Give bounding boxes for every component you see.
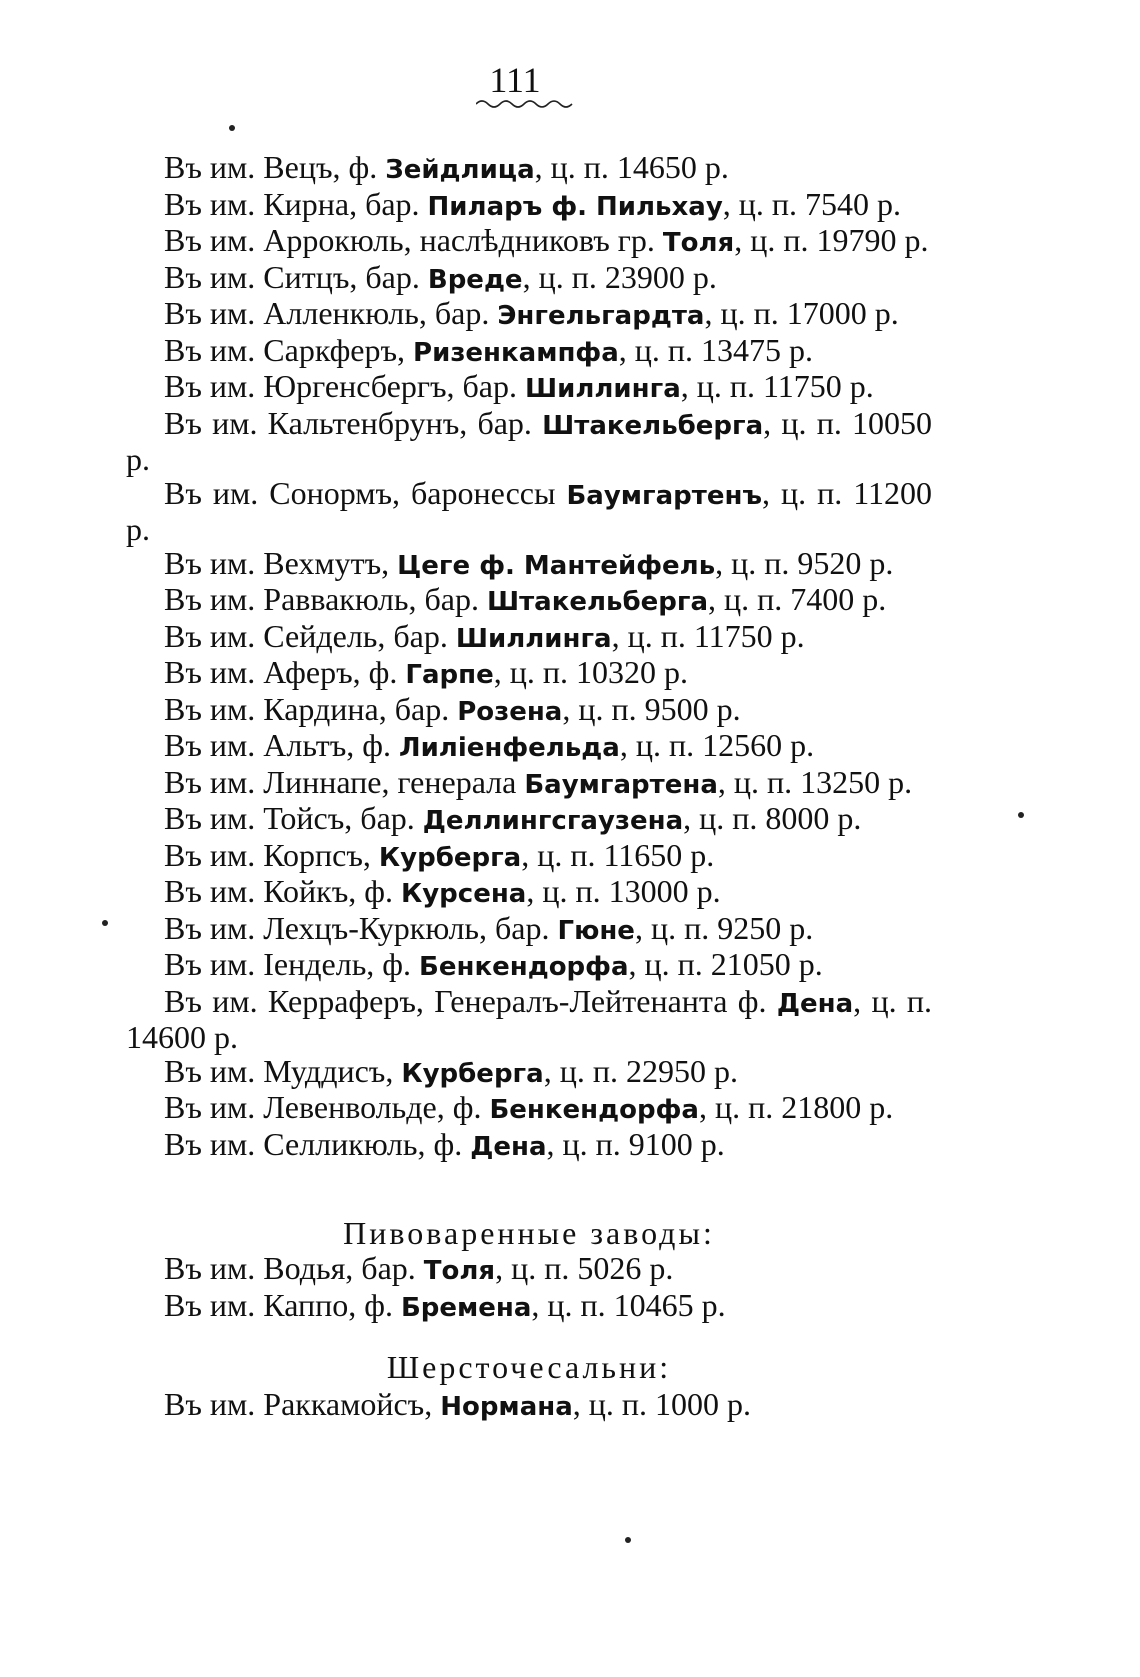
estate-entry <box>126 948 932 985</box>
entry-text: Въ им. Муддисъ, <box>164 1052 402 1089</box>
owner-name: Толя <box>423 1256 496 1286</box>
entry-price: , ц. п. 9250 р. <box>634 909 814 946</box>
estate-entry <box>126 836 932 876</box>
entry-price: , ц. п. 10050 р. <box>126 404 933 477</box>
estate-entry <box>126 729 932 766</box>
owner-name: Курберга <box>401 1058 544 1089</box>
entry-price: , ц. п. 21050 р. <box>628 946 823 982</box>
print-speck <box>229 125 235 131</box>
owner-name: Курсена <box>400 879 527 909</box>
estate-entry <box>126 544 932 584</box>
section-heading-wool: Шерсточесальни: <box>386 1349 672 1385</box>
print-speck <box>1018 812 1024 818</box>
entry-text: Въ им. Линнапе, генерала <box>164 763 525 800</box>
entry-text: Въ им. Раввакюль, бар. <box>164 581 487 617</box>
owner-name: Дена <box>470 1131 547 1162</box>
entry-price: , ц. п. 13000 р. <box>526 873 721 909</box>
owner-name: Бремена <box>400 1292 532 1323</box>
entry-price: , ц. п. 11750 р. <box>611 617 805 654</box>
entry-text: Въ им. Каппо, ф. <box>164 1286 401 1323</box>
estate-entry <box>126 474 933 547</box>
owner-name: Дена <box>776 988 854 1019</box>
owner-name: Ризенкампфа <box>413 337 619 368</box>
estate-entry <box>126 583 932 620</box>
estate-entry <box>126 875 932 912</box>
entry-text: Въ им. Кирна, бар. <box>164 185 428 222</box>
owner-name: Штакельберга <box>486 587 708 617</box>
entry-price: , ц. п. 9520 р. <box>715 544 894 581</box>
entry-text: Въ им. Саркферъ, <box>164 331 414 368</box>
owner-name: Штакельберга <box>542 410 764 441</box>
entry-text: Въ им. Вецъ, ф. <box>164 149 386 185</box>
entry-price: , ц. п. 7540 р. <box>722 185 902 222</box>
owner-name: Бенкендорфа <box>489 1095 699 1125</box>
estate-entry <box>126 297 932 334</box>
estate-entry <box>126 224 932 261</box>
estate-entry <box>126 404 933 477</box>
entry-price: , ц. п. 11750 р. <box>680 368 874 404</box>
owner-name: Деллингсгаузена <box>422 806 684 836</box>
entry-price: , ц. п. 14650 р. <box>534 149 729 185</box>
section-heading-breweries: Пивоваренные заводы: <box>343 1215 715 1251</box>
entry-text: Въ им. Корпсъ, <box>164 836 379 873</box>
estate-entry <box>126 1091 932 1128</box>
owner-name: Цеге ф. Мантейфель <box>397 550 716 581</box>
owner-name: Бенкендорфа <box>419 952 629 982</box>
estate-entry <box>126 185 932 225</box>
print-speck <box>102 920 108 926</box>
entry-text: Въ им. Левенвольде, ф. <box>164 1089 490 1125</box>
entry-price: , ц. п. 22950 р. <box>543 1052 738 1089</box>
entry-text: Въ им. Алленкюль, бар. <box>164 295 498 331</box>
entry-text: Въ им. Іендель, ф. <box>164 946 420 982</box>
entry-price: , ц. п. 14600 р. <box>126 982 933 1055</box>
estate-entry <box>126 1286 932 1326</box>
estate-entry <box>126 331 932 371</box>
owner-name: Розена <box>457 696 563 727</box>
entry-price: , ц. п. 9100 р. <box>546 1125 725 1162</box>
entry-text: Въ им. Альтъ, ф. <box>164 727 399 763</box>
estate-entry-list <box>126 151 932 1164</box>
estate-entry <box>126 1388 932 1425</box>
owner-name: Нормана <box>440 1392 573 1422</box>
estate-entry <box>126 982 933 1055</box>
entry-text: Въ им. Керраферъ, Генералъ-Лейтенанта ф. <box>164 982 777 1019</box>
entry-price: , ц. п. 10465 р. <box>531 1286 726 1323</box>
entry-price: , ц. п. 9500 р. <box>562 690 741 727</box>
entry-price: , ц. п. 21800 р. <box>698 1089 894 1125</box>
entry-text: Въ им. Аррокюль, наслѣдниковъ гр. <box>164 222 663 258</box>
entry-price: , ц. п. 13475 р. <box>618 331 814 368</box>
owner-name: Энгельгардта <box>497 301 705 331</box>
estate-entry <box>126 370 932 407</box>
owner-name: Шиллинга <box>525 374 681 404</box>
entry-price: , ц. п. 13250 р. <box>717 763 913 800</box>
owner-name: Вреде <box>427 264 523 295</box>
entry-text: Въ им. Ситцъ, бар. <box>164 258 428 295</box>
estate-entry <box>126 802 932 839</box>
owner-name: Зейдлица <box>385 155 535 185</box>
wool-entry-list <box>126 1388 932 1425</box>
entry-price: , ц. п. 8000 р. <box>683 800 862 836</box>
print-speck <box>625 1537 631 1543</box>
entry-text: Въ им. Койкъ, ф. <box>164 873 401 909</box>
entry-text: Въ им. Лехцъ-Куркюль, бар. <box>164 909 558 946</box>
estate-entry <box>126 1052 932 1092</box>
entry-text: Въ им. Кальтенбрунъ, бар. <box>164 404 543 441</box>
entry-text: Въ им. Сейдель, бар. <box>164 617 456 654</box>
owner-name: Баумгартенъ <box>566 480 762 511</box>
entry-text: Въ им. Сонормъ, баронессы <box>164 474 567 511</box>
estate-entry <box>126 656 932 693</box>
owner-name: Баумгартена <box>524 769 718 800</box>
entry-price: , ц. п. 10320 р. <box>493 654 688 690</box>
entry-text: Въ им. Тойсъ, бар. <box>164 800 423 836</box>
estate-entry <box>126 690 932 730</box>
estate-entry <box>126 909 932 949</box>
estate-entry <box>126 151 932 188</box>
owner-name: Лиліенфельда <box>398 733 620 763</box>
estate-entry <box>126 258 932 298</box>
entry-text: Въ им. Аферъ, ф. <box>164 654 406 690</box>
ornament-squiggle <box>476 98 574 110</box>
entry-price: , ц. п. 1000 р. <box>572 1386 751 1422</box>
entry-price: , ц. п. 23900 р. <box>522 258 717 295</box>
owner-name: Курберга <box>378 842 522 873</box>
entry-text: Въ им. Водья, бар. <box>164 1250 424 1286</box>
entry-text: Въ им. Юргенсбергъ, бар. <box>164 368 525 404</box>
owner-name: Толя <box>662 228 735 258</box>
entry-text: Въ им. Кардина, бар. <box>164 690 458 727</box>
estate-entry <box>126 617 932 657</box>
entry-text: Въ им. Раккамойсъ, <box>164 1386 441 1422</box>
entry-price: , ц. п. 7400 р. <box>708 581 887 617</box>
entry-text: Въ им. Селликюль, ф. <box>164 1125 471 1162</box>
owner-name: Шиллинга <box>455 623 612 654</box>
entry-price: , ц. п. 11650 р. <box>521 836 715 873</box>
entry-price: , ц. п. 12560 р. <box>619 727 815 763</box>
estate-entry <box>126 763 932 803</box>
brewery-entry-list <box>126 1252 932 1325</box>
page-number: 111 <box>489 60 541 100</box>
owner-name: Гюне <box>557 915 635 946</box>
entry-price: , ц. п. 11200 р. <box>126 474 933 547</box>
entry-price: , ц. п. 17000 р. <box>704 295 899 331</box>
owner-name: Гарпе <box>405 660 494 690</box>
entry-text: Въ им. Вехмутъ, <box>164 544 398 581</box>
entry-price: , ц. п. 5026 р. <box>495 1250 674 1286</box>
owner-name: Пиларъ ф. Пильхау <box>427 191 723 222</box>
estate-entry <box>126 1125 932 1165</box>
entry-price: , ц. п. 19790 р. <box>734 222 929 258</box>
estate-entry <box>126 1252 932 1289</box>
